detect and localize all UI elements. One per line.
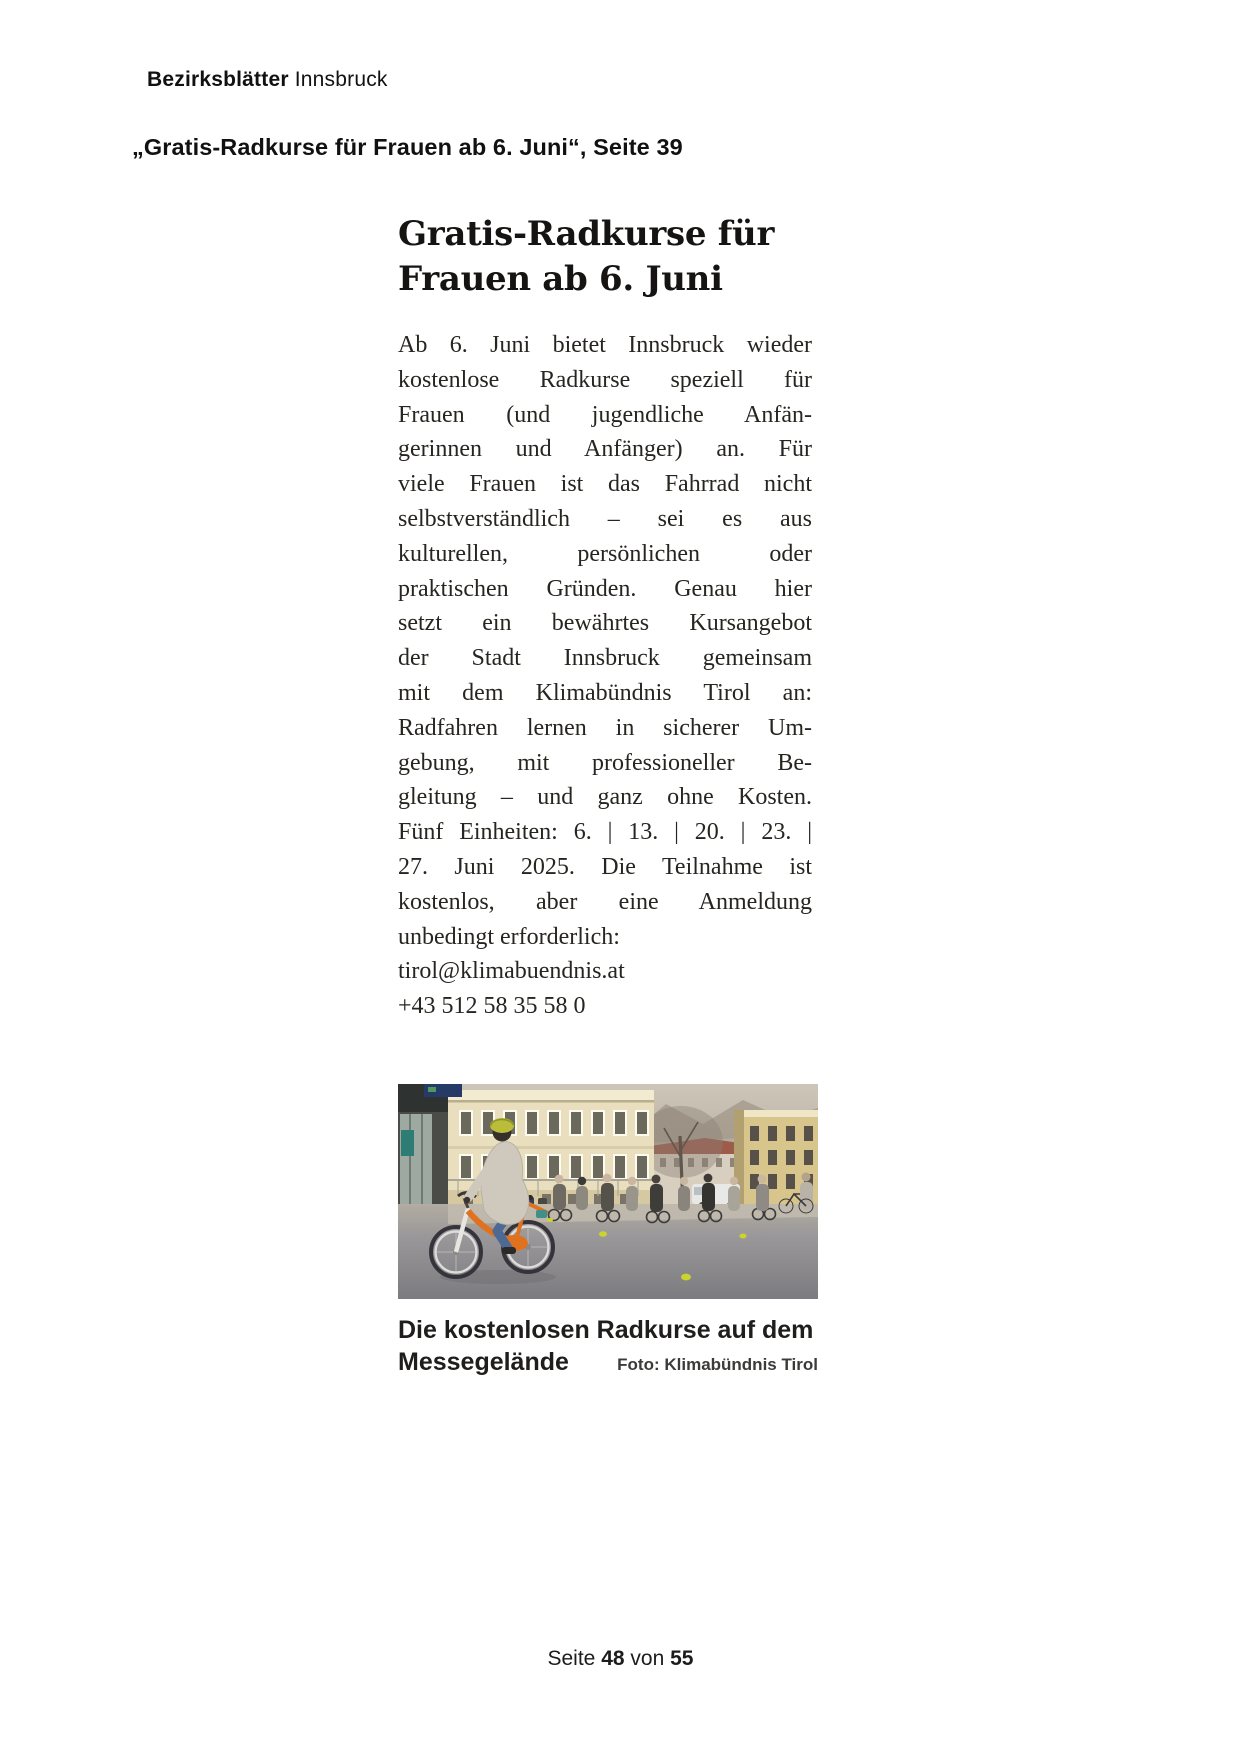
article-body-line: viele Frauen ist das Fahrrad nicht bbox=[398, 471, 812, 498]
article-body-line: der Stadt Innsbruck gemeinsam bbox=[398, 645, 812, 672]
photo-main-building bbox=[448, 1090, 654, 1208]
caption-line-2: Messegelände bbox=[398, 1347, 569, 1376]
footer-label-of: von bbox=[630, 1647, 665, 1670]
caption-line-1: Die kostenlosen Radkurse auf dem bbox=[398, 1315, 814, 1344]
article-body-line: 27. Juni 2025. Die Teilnahme ist bbox=[398, 853, 812, 880]
article-body-line: Ab 6. Juni bietet Innsbruck wieder bbox=[398, 332, 812, 358]
article-body-line: praktischen Gründen. Genau hier bbox=[398, 575, 812, 602]
publication-name: Bezirksblätter bbox=[147, 68, 289, 91]
article-body-line: Radfahren lernen in sicherer Um- bbox=[398, 714, 812, 741]
photo-credit: Foto: Klimabündnis Tirol bbox=[617, 1354, 818, 1374]
article-clipping bbox=[398, 212, 818, 1377]
article-body-line: mit dem Klimabündnis Tirol an: bbox=[398, 679, 812, 706]
article-contact bbox=[398, 920, 812, 1024]
article-contact-line: tirol@klimabuendnis.at bbox=[398, 958, 625, 985]
clipping-reference-title: „Gratis-Radkurse für Frauen ab 6. Juni“, Seite 39 bbox=[132, 134, 683, 160]
footer-total-pages: 55 bbox=[670, 1647, 694, 1670]
article-contact-line: unbedingt erforderlich: bbox=[398, 923, 620, 950]
article-body-line: Fünf Einheiten: 6. | 13. | 20. | 23. | bbox=[398, 819, 812, 846]
document-header bbox=[147, 68, 388, 92]
article-body-line: gebung, mit professioneller Be- bbox=[398, 749, 812, 776]
article-body-line: kostenlos, aber eine Anmeldung bbox=[398, 888, 812, 915]
article-contact-line: +43 512 58 35 58 0 bbox=[398, 993, 586, 1020]
article-body-line: gerinnen und Anfänger) an. Für bbox=[398, 436, 812, 463]
footer-current-page: 48 bbox=[601, 1647, 625, 1670]
article-body bbox=[398, 328, 812, 920]
headline-line-1: Gratis-Radkurse für bbox=[398, 214, 775, 254]
article-body-line: selbstverständlich – sei es aus bbox=[398, 505, 812, 532]
article-body-line: kulturellen, persönlichen oder bbox=[398, 540, 812, 567]
photo-caption bbox=[398, 1313, 818, 1377]
footer-label-page: Seite bbox=[547, 1647, 596, 1670]
article-body-line: gleitung – und ganz ohne Kosten. bbox=[398, 784, 812, 811]
headline-line-2: Frauen ab 6. Juni bbox=[398, 259, 723, 299]
page-footer bbox=[0, 1647, 1241, 1671]
article-headline bbox=[398, 212, 818, 302]
article-body-line: Frauen (und jugendliche Anfän- bbox=[398, 401, 812, 428]
article-body-line: setzt ein bewährtes Kursangebot bbox=[398, 610, 812, 637]
publication-edition: Innsbruck bbox=[294, 68, 388, 91]
article-body-line: kostenlose Radkurse speziell für bbox=[398, 366, 812, 393]
article-photo bbox=[398, 1084, 818, 1299]
